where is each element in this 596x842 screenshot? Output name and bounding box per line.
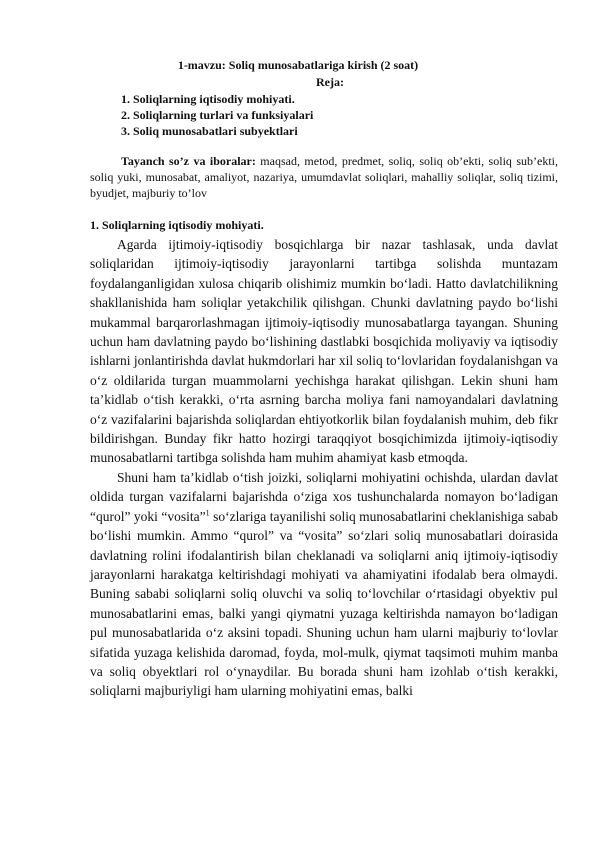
keywords-text: maqsad, metod, predmet, soliq, soliq ob’ekti, soliq sub’ekti, soliq yuki, munosabat, amaliyot, nazariya, umumdavlat soliqlari, mahalliy soliqlar, soliq tizimi, byudjet, majburiy to’lov xyxy=(90,154,558,200)
plan-list xyxy=(121,91,313,139)
document-title: 1-mavzu: Soliq munosabatlariga kirish (2 soat) xyxy=(177,58,419,72)
section-heading: 1. Soliqlarning iqtisodiy mohiyati. xyxy=(90,218,264,232)
keywords-label: Tayanch so’z va iboralar: xyxy=(121,154,256,168)
plan-heading: Reja: xyxy=(316,75,344,89)
paragraph-2-rest: so‘zlariga tayanilishi soliq munosabatlarini cheklanishiga sabab bo‘lishi mumkin. Ammo “qurol” va “vosita” so‘zlari soliq munosabatlari doirasida davlatning rolini ifodalantirish bilan cheklanadi va soliqlarni aniq ijtimoiy-iqtisodiy jarayonlarni harakatga keltirishdagi mohiyati va ahamiyatini ifodalab bera olmaydi. Buning sababi soliqlarni soliq oluvchi va soliq to‘lovchilar o‘rtasidagi obyektiv pul munosabatlarini emas, balki yangi qiymatni yuzaga keltirishda namayon bo‘ladigan pul munosabatlarida o‘z aksini topadi. Shuning uchun ham ularni majburiy to‘lovlar sifatida yuzaga kelishida daromad, foyda, mol-mulk, qiymat taqsimoti muhim manba va soliq obyektlari rol o‘ynaydilar. Bu borada shuni ham izohlab o‘tish kerakki, soliqlarni majburiyligi ham ularning mohiyatini emas, balki xyxy=(90,508,558,699)
plan-item: 3. Soliq munosabatlari subyektlari xyxy=(121,124,298,138)
paragraph-2-start: Shuni ham ta’kidlab o‘tish joizki, soliqlarni mohiyatini ochishda, ulardan davlat oldida turgan vazifalarni bajarishda o‘ziga xos tushunchalarda nomayon bo‘ladigan “qurol” yoki “vosita” xyxy=(90,469,558,524)
paragraph-2 xyxy=(90,468,558,701)
plan-item: 2. Soliqlarning turlari va funksiyalari xyxy=(121,108,314,122)
paragraph-1: Agarda ijtimoiy-iqtisodiy bosqichlarga bir nazar tashlasak, unda davlat soliqlaridan ijtimoiy-iqtisodiy jarayonlarni tartibga solishda muntazam foydalanganligidan xulosa chiqarib olishimiz mumkin bo‘ladi. Hatto davlatchilikning shakllanishida ham soliqlar yetakchilik qilishgan. Chunki davlatning paydo bo‘lishi mukammal barqarorlashmagan ijtimoiy-iqtisodiy munosabatlarga tayangan. Shuning uchun ham davlatning paydo bo‘lishining dastlabki bosqichida moliyaviy va iqtisodiy ishlarni jonlantirishda davlat hukmdorlari har xil soliq to‘lovlaridan foydalanishgan va o‘z oldilarida turgan muammolarni yechishga harakat qilishgan. Lekin shuni ham ta’kidlab o‘tish kerakki, o‘rta asrning barcha moliya fani namoyandalari davlatning o‘z vazifalarini bajarishda soliqlardan ehtiyotkorlik bilan foydalanish muhim, deb fikr bildirishgan. Bunday fikr hatto hozirgi taraqqiyot bosqichimizda ijtimoiy-iqtisodiy munosabatlarni tartibga solishda ham muhim ahamiyat kasb etmoqda. xyxy=(90,237,558,466)
body-text xyxy=(90,235,558,701)
plan-item: 1. Soliqlarning iqtisodiy mohiyati. xyxy=(121,92,295,106)
keywords-paragraph xyxy=(90,153,558,201)
footnote-marker: 1 xyxy=(205,508,210,518)
